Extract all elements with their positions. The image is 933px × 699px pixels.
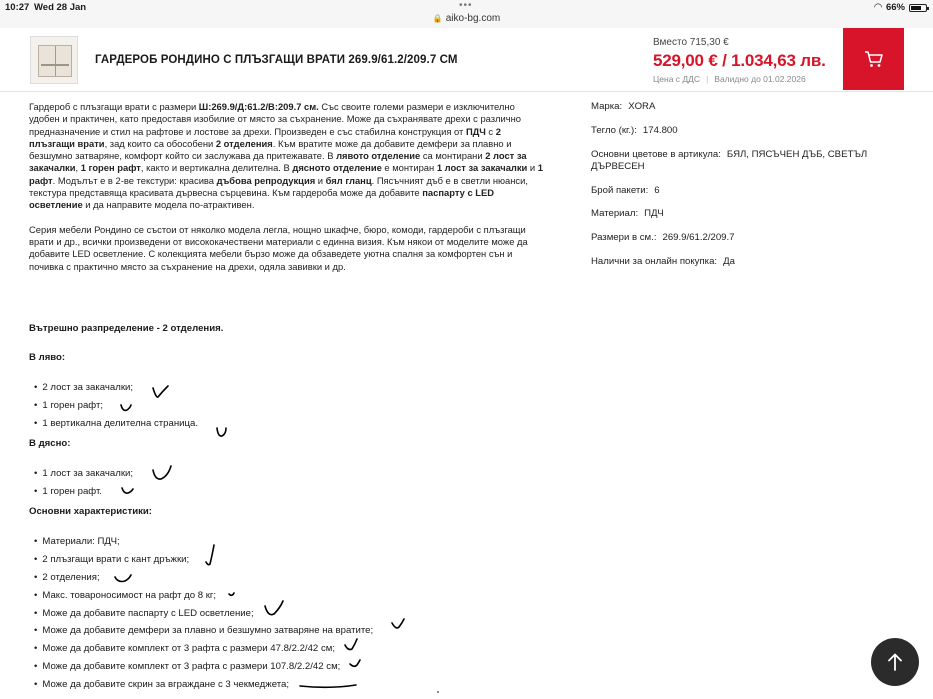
check-mark (121, 405, 131, 410)
check-mark (350, 660, 360, 666)
list-item: • Може да добавите скрин за вграждане с 3 чекмеджета; (34, 679, 289, 690)
product-title: ГАРДЕРОБ РОНДИНО С ПЛЪЗГАЩИ ВРАТИ 269.9/61.2/209.7 СМ (95, 54, 458, 66)
address-bar[interactable] (0, 13, 933, 24)
status-indicators (874, 2, 927, 13)
status-date: Wed 28 Jan (34, 2, 87, 13)
product-header (0, 28, 933, 92)
list-item: • 2 лост за закачалки; (34, 382, 133, 393)
list-item: • Може да добавите паспарту с LED осветление; (34, 608, 254, 619)
check-mark (115, 575, 131, 582)
scroll-top-button[interactable] (871, 638, 919, 686)
internal-layout-heading: Вътрешно разпределение - 2 отделения. (29, 323, 224, 334)
product-description (29, 101, 544, 285)
spec-brand: Марка: XORA (591, 101, 656, 112)
list-item: • Макс. товароносимост на рафт до 8 кг; (34, 590, 216, 601)
check-mark (265, 601, 283, 615)
check-mark (153, 466, 171, 479)
old-price: Вместо 715,30 € (653, 37, 729, 48)
check-mark (345, 639, 357, 650)
list-item: • 1 лост за закачалки; (34, 468, 133, 479)
battery-percent: 66% (885, 2, 905, 13)
spec-material: Материал: ПДЧ (591, 208, 664, 220)
check-mark (392, 619, 404, 628)
price-notes: Цена с ДДС | Валидно до 01.02.2026 (653, 74, 806, 84)
list-item: • Може да добавите комплект от 3 рафта с размери 107.8/2.2/42 см; (34, 661, 340, 672)
status-time: 10:27 (5, 2, 30, 13)
series-paragraph: Серия мебели Рондино се състои от няколко модела легла, нощно шкафче, бюро, комоди, гардероби с плъзгащи врати и др., всички произведени от висококачествени материали с единна визия. Към някои от моделите може да добавите LED осветление. С колекцията мебели бързо може да обзаведете уютна спалня за комфортен сън и почивка с практично място за съхранение на дрехи, одяла завивки и др. (29, 223, 528, 272)
description-paragraph: Гардероб с плъзгащи врати с размери Ш:269.9/Д:61.2/В:209.7 см. Със своите големи размери е изключително удобен и практичен, като предоставя изобилие от място за съхранение. Може да съхранявате дрехи с различно предназначение и стил на рафтове и лостове за дрехи. Произведен е със стабилна конструкция от ПДЧ с 2 плъзгащи врати, зад които са обособени 2 отделения. Към вратите може да добавите демфери за плавно и безшумно затваряне, комфорт който си заслужава да притежавате. В лявото отделение са монтирани 2 лост за закачалки, 1 горен рафт, както и вертикална делителна. В дясното отделение е монтиран 1 лост за закачалки и 1 рафт. Модълът е в 2-ве текстури: красива дъбова репродукция и бял гланц. Пясъчният дъб е в светли нюанси, текстура представяща красивата дървесна сърцевина. Към гардероба може да добавите паспарту с LED осветление и да направите модела по-атрактивен. (29, 101, 543, 211)
list-item: • 2 плъзгащи врати с кант дръжки; (34, 554, 189, 565)
valid-until: Валидно до 01.02.2026 (714, 74, 806, 84)
list-item: • 1 вертикална делителна страница. (34, 418, 198, 429)
tab-dots-icon[interactable]: ••• (459, 0, 473, 11)
check-mark (122, 488, 133, 493)
spec-online: Налични за онлайн покупка: Да (591, 256, 735, 268)
list-item: • Може да добавите комплект от 3 рафта с размери 47.8/2.2/42 см; (34, 643, 335, 654)
check-mark (206, 545, 214, 565)
check-mark (217, 428, 226, 436)
url-text: aiko-bg.com (445, 13, 501, 24)
list-item: • 1 горен рафт. (34, 486, 102, 497)
add-to-cart-button[interactable] (843, 28, 904, 90)
list-item: • 1 горен рафт; (34, 400, 103, 411)
spec-packages: Брой пакети: 6 (591, 184, 660, 196)
list-item: • Може да добавите демфери за плавно и безшумно затваряне на вратите; (34, 625, 373, 636)
lock-icon: 🔒 (432, 14, 443, 23)
underline-mark (300, 685, 356, 687)
spec-colors: Основни цветове в артикула: БЯЛ, ПЯСЪЧЕН ДЪБ, СВЕТЪЛ ДЪРВЕСЕН (591, 148, 868, 172)
battery-icon (909, 4, 927, 12)
list-item: • 2 отделения; (34, 572, 100, 583)
wifi-icon: ◠ (874, 2, 882, 13)
right-section-heading: В дясно: (29, 438, 71, 449)
current-price: 529,00 € / 1.034,63 лв. (653, 51, 826, 70)
status-bar (0, 0, 933, 28)
vat-note: Цена с ДДС (653, 74, 701, 84)
product-thumbnail[interactable] (30, 36, 78, 84)
check-mark (153, 386, 168, 397)
product-specs (591, 101, 891, 280)
spec-weight: Тегло (кг.): 174.800 (591, 124, 678, 136)
list-item: • Материали: ПДЧ; (34, 536, 120, 547)
left-section-heading: В ляво: (29, 352, 66, 363)
arrow-up-icon (887, 652, 903, 672)
check-mark (229, 593, 234, 595)
cart-icon (864, 50, 884, 68)
spec-dimensions: Размери в см.: 269.9/61.2/209.7 (591, 232, 735, 244)
features-heading: Основни характеристики: (29, 506, 152, 517)
